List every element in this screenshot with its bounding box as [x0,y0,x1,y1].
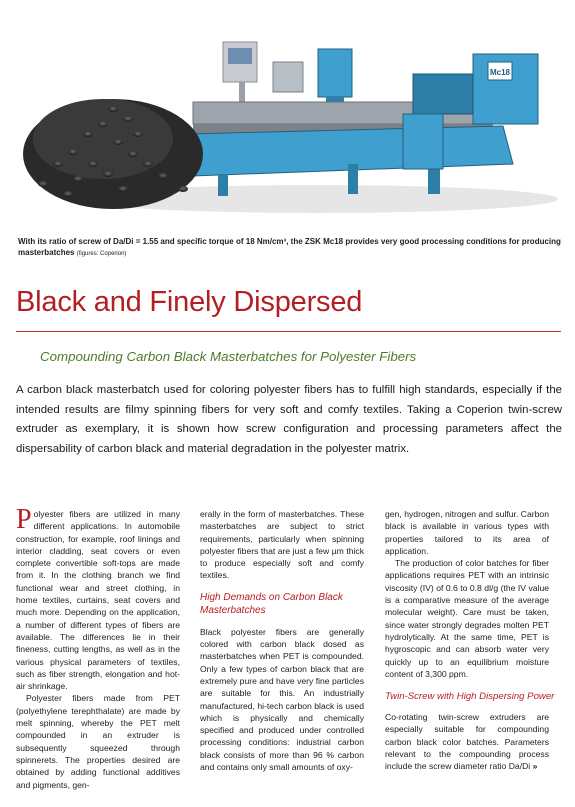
column-1 [16,504,180,791]
paragraph: erally in the form of masterbatches. These masterbatches are subject to strict requirements, particularly when spinning polyester fibers that are just a few µm thick to produce especially soft and comfy textiles. [200,509,364,581]
article-title: Black and Finely Dispersed [16,286,363,318]
article-lead: A carbon black masterbatch used for coloring polyester fibers has to fulfill high standards, especially if the intended results are filmy spinning fibers for very soft and comfy textiles. Taking a Coperion twin-screw extruder as exemplary, it is shown how screw configuration and processing parameters affect the dispersability of carbon black and material degradation in the polyester matrix. [16,384,562,455]
paragraph [385,711,549,772]
paragraph-text: olyester fibers are utilized in many different applications. In automobile construction, for example, roof linings and interior cladding, seat covers or even complete convertible soft-tops are made from it. In the clothing branch we find functional wear and street clothing, in home textiles, curtains, seat covers and much more. Depending on the application, a number of different types of fibers are available. The differences lie in their fineness, cutting lengths, as well as in the various physical parameters of textiles, such as fiber strength, elongation and hot-air shrinkage. [16,509,180,692]
paragraph-text: Co-rotating twin-screw extruders are especially suitable for compounding carbon black color batches. Parameters relevant to the compounding process include the screw diameter ratio Da/Di [385,712,549,772]
extruder-photo [18,14,560,228]
paragraph: The production of color batches for fiber applications requires PET with an intrinsic viscosity (IV) of 0.6 to 0.8 dl/g (the IV value is a comparative measure of the average molecular weight). Care must be taken, since water strongly degrades molten PET hydrolytically. At the same time, PET is hygroscopic and can absorb water very quickly up to an equilibrium moisture content of 3,300 ppm. [385,558,549,679]
continue-mark: » [532,761,538,772]
paragraph: gen, hydrogen, nitrogen and sulfur. Carbon black is available in various types with properties tailored to its area of application. [385,509,549,556]
title-divider [16,331,561,332]
extruder-and-pellets-illustration [18,14,560,228]
article-subtitle: Compounding Carbon Black Masterbatches for Polyester Fibers [40,349,417,364]
paragraph [16,504,180,692]
pellets-pile [23,99,203,209]
section-heading: Twin-Screw with High Dispersing Power [385,691,555,703]
caption-source: (figures: Coperion) [76,251,127,257]
caption-text: With its ratio of screw of Da/Di = 1.55 and specific torque of 18 Nm/cm³, the ZSK Mc18 provides very good processing conditions for producing masterbatches [18,237,561,257]
drop-cap: P [16,504,32,535]
paragraph: Black polyester fibers are generally colored with carbon black dosed as masterbatches when PET is compounded. Only a few types of carbon black that are extremely pure and have very fine particles are suitable for this. An industrially manufactured, hi-tech carbon black is used which is physically and chemically specified and produced under controlled processing conditions: industrial carbon black consists of more than 96 % carbon and contains only small amounts of oxy- [200,626,364,773]
column-3 [385,508,555,773]
figure-caption [18,236,563,260]
column-2 [200,508,364,773]
paragraph: Polyester fibers made from PET (polyethylene terephthalate) are made by melt spinning, whereby the PET melt compounded in an extruder is subsequently squeezed through spinnerets. The properties desired are obtained by adding functional additives and pigments, gen- [16,693,180,790]
section-heading: High Demands on Carbon Black Masterbatches [200,591,343,617]
machine-label: Mc18 [489,68,511,77]
